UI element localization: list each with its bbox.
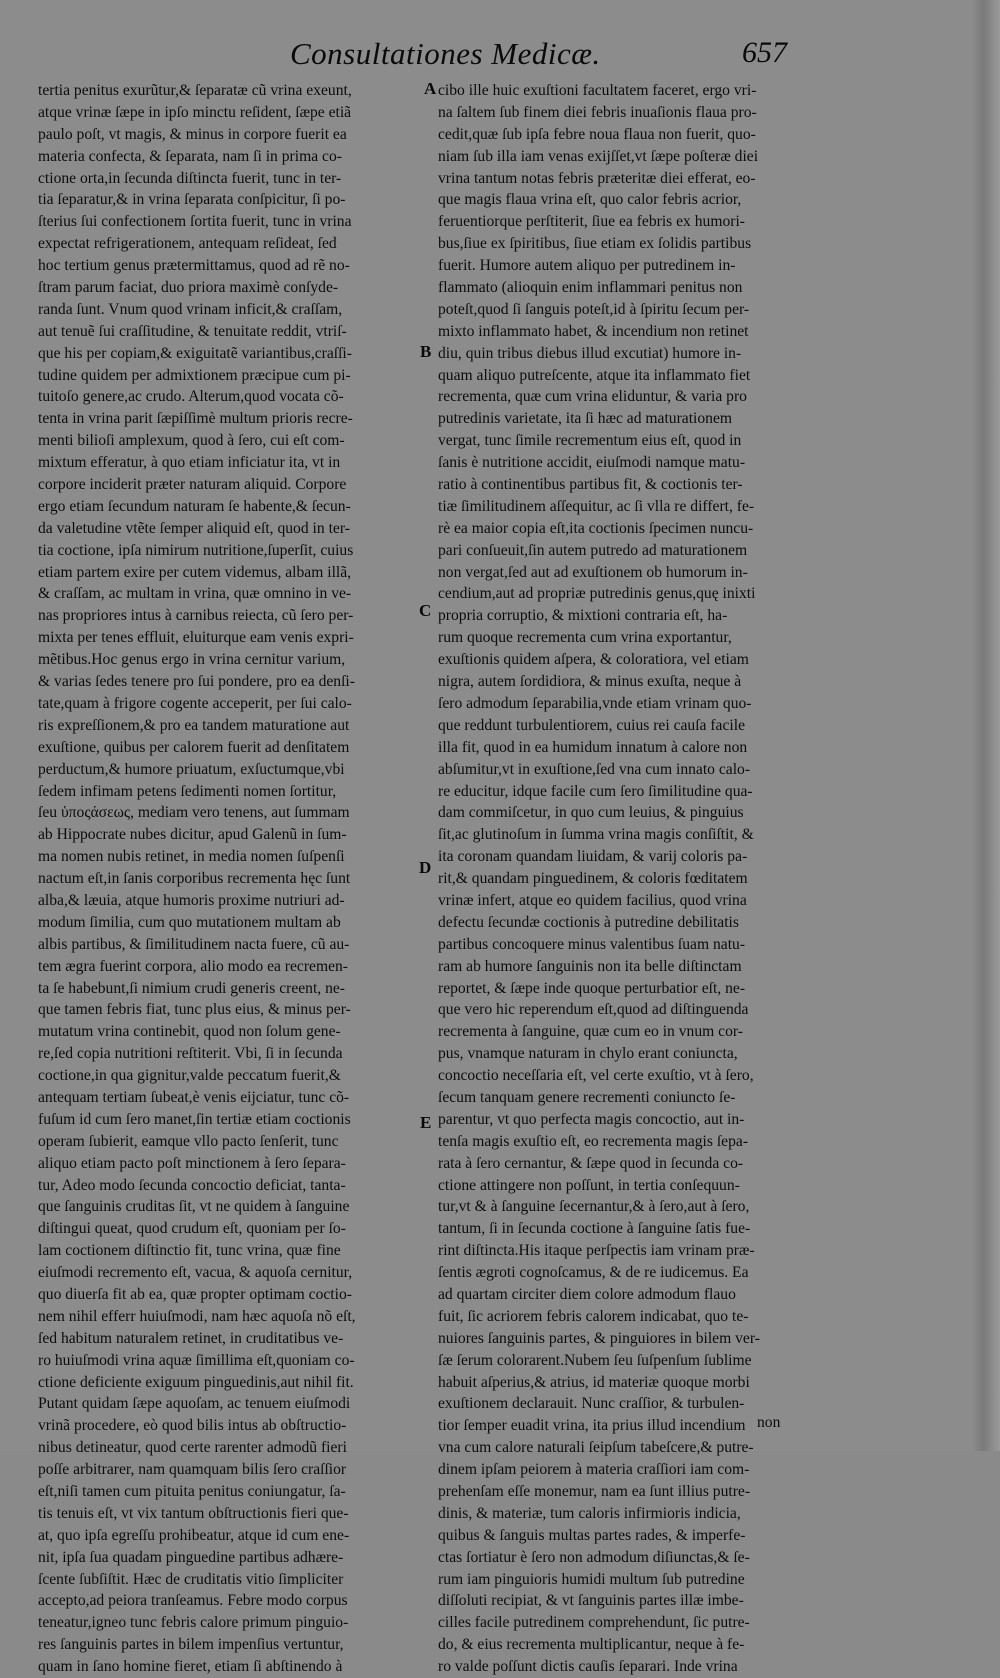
text-line: ergo etiam ſecundum naturam ſe habente,& ſecun- <box>38 497 351 515</box>
text-line: vergat, tunc ſimile recrementum eius eſt, quod in <box>438 432 742 450</box>
text-line: ro huiuſmodi vrina aquæ ſimillima eſt,quoniam co- <box>38 1351 355 1369</box>
text-line: vrinã procedere, eò quod bilis intus ab obſtructio- <box>38 1417 347 1435</box>
text-line: etiam partem exire per cutem videmus, albam illã, <box>38 563 352 581</box>
text-line: cedit,quæ ſub ipſa febre noua flaua non fuerit, quo- <box>438 125 756 143</box>
text-line: que ſanguinis cruditas ſit, vt ne quidem à ſanguine <box>38 1198 350 1216</box>
text-line: fuit, ſic acriorem febris calorem indicabat, quo te- <box>438 1307 749 1325</box>
text-line: rum quoque recrementa cum vrina exportantur, <box>438 629 732 647</box>
text-line: tenſa magis exuſtio eſt, eo recrementa magis ſepa- <box>438 1132 749 1150</box>
text-line: ſtram parum faciat, duo priora maximè conſyde- <box>38 279 339 297</box>
text-line: diu, quin tribus diebus illud excutiat) humore in- <box>438 344 742 362</box>
text-line: paulo poſt, vt magis, & minus in corpore fuerit ea <box>38 125 347 143</box>
text-line: partibus concoquere minus valentibus ſuam natu- <box>438 935 746 953</box>
text-line: pari conſueuit,ſin autem putredo ad maturationem <box>438 541 748 559</box>
text-line: flammato (alioquin enim inflammari penitus non <box>438 279 743 297</box>
text-line: rè ea maior copia eſt,ita coctionis ſpecimen nuncu- <box>438 519 754 537</box>
text-line: tur, Adeo modo ſecunda concoctio deficiat, tanta- <box>38 1176 346 1194</box>
text-line: nigra, autem ſordidiora, & minus exuſta, neque à <box>438 673 742 691</box>
text-line: nactum eſt,in ſanis corporibus recrementa hęc ſunt <box>38 870 351 888</box>
text-line: ab Hippocrate nubes dicitur, apud Galenũ in ſum- <box>38 826 347 844</box>
text-line: cibo ille huic exuſtioni facultatem faceret, ergo vri- <box>438 82 757 99</box>
text-line: ris expreſſionem,& pro ea tandem maturatione aut <box>38 716 350 734</box>
text-line: tior ſemper euadit vrina, ita prius illud incendium <box>438 1417 746 1435</box>
text-line: parentur, vt quo perfecta magis concoctio, aut in- <box>438 1110 745 1128</box>
text-line: operam ſubierit, eamque vllo pacto ſenſerit, tunc <box>38 1132 339 1150</box>
left-text-column <box>38 80 420 1678</box>
text-line: tate,quam à frigore cogente acceperit, per ſui calo- <box>38 694 352 712</box>
text-line: vrinæ infert, atque eo quidem facilius, quod vrina <box>438 891 747 909</box>
text-line: tem ægra fuerint corpora, alio modo ea recremen- <box>38 957 349 975</box>
text-line: nem nihil efferr huiuſmodi, nam hæc aquoſa nõ eſt, <box>38 1307 356 1325</box>
text-line: poteſt,quod ſi ſanguis poteſt,id à ſpiritu ſecum per- <box>438 300 750 318</box>
text-line: nibus detineatur, quod certe rarenter admodũ fieri <box>38 1439 347 1457</box>
text-line: habuit aſperius,& atrius, id materiæ quoque morbi <box>438 1373 750 1391</box>
text-line: fuerit. Humore autem aliquo per putredinem in- <box>438 257 736 275</box>
text-line: fuſum id cum ſero manet,ſin tertiæ etiam coctionis <box>38 1110 351 1128</box>
text-line: corpore inciderit præter naturam aliquid. Corpore <box>38 476 347 494</box>
text-line: ſecum tanquam genere recrementi coniuncto ſe- <box>438 1088 736 1106</box>
text-line: que his per copiam,& exiguitatẽ variantibus,craſſi- <box>38 344 352 362</box>
text-line: mixto inflammato habet, & incendium non retinet <box>438 322 749 340</box>
text-line: ſed habitum naturalem retinet, in cruditatibus ve- <box>38 1329 344 1347</box>
text-line: tudine quidem per admixtionem præcipue cum pi- <box>38 366 351 384</box>
text-line: exuſtionem declarauit. Nunc craſſior, & turbulen- <box>438 1395 745 1413</box>
text-line: rata à ſero cernantur, & ſæpe quod in ſecunda co- <box>438 1154 744 1172</box>
text-line: feruentiorque perſtiterit, ſiue ea febris ex humori- <box>438 213 745 231</box>
text-line: recrementa à ſanguine, quæ cum eo in vnum cor- <box>438 1023 743 1041</box>
text-line: ſero admodum ſeparabilia,vnde etiam vrinam quo- <box>438 694 752 712</box>
text-line: nas propriores intus à carnibus reiecta, cũ ſero per- <box>38 607 354 625</box>
text-line: re educitur, idque facile cum ſero ſimilitudine qua- <box>438 782 753 800</box>
text-line: expectat refrigerationem, antequam reſideat, ſed <box>38 235 337 253</box>
text-line: exuſtione, quibus per calorem fuerit ad denſitatem <box>38 738 350 756</box>
text-line: modum ſimilia, cum quo mutationem multam ab <box>38 913 341 931</box>
text-line: ita coronam quandam liuidam, & varij coloris pa- <box>438 848 748 866</box>
margin-letter-a: A <box>424 79 437 98</box>
text-line: quam aliquo putreſcente, atque ita inflammato fiet <box>438 366 751 384</box>
text-line: do, & eius recrementa multiplicantur, neque à fe- <box>438 1636 745 1654</box>
text-line: atque vrinæ ſæpe in ipſo minctu reſident, ſæpe etiã <box>38 103 352 121</box>
text-line: tia ſeparatur,& in vrina ſeparata conſpicitur, ſi po- <box>38 191 346 209</box>
text-line: re,ſed copia nutritioni reſtiterit. Vbi, ſi in ſecunda <box>38 1045 343 1063</box>
text-line: cilles facile putredinem comprehendunt, ſic putre- <box>438 1614 750 1632</box>
text-line: quo diuerſa fit ab ea, quæ propter optimam coctio- <box>38 1285 352 1303</box>
text-line: ſeu ὑποςάσεως, mediam vero tenens, aut ſummam <box>38 804 350 822</box>
text-line: tiæ ſimilitudinem aſſequitur, ac ſi vlla re differt, fe- <box>438 497 755 515</box>
text-line: perductum,& humore priuatum, exſuctumque,vbi <box>38 760 345 778</box>
text-line: ſedem infimam petens ſedimenti nomen ſortitur, <box>38 782 337 800</box>
text-line: quam in ſano homine fieret, etiam ſi abſtinendo à <box>38 1658 343 1676</box>
text-line: aliquo etiam pacto poſt minctionem à ſero ſepara- <box>38 1154 346 1172</box>
text-line: putredinis varietate, ita ſi hæc ad maturationem <box>438 410 733 428</box>
text-line: non vergat,ſed aut ad exuſtionem ob humorum in- <box>438 563 748 581</box>
running-title: Consultationes Medicæ. <box>290 36 601 71</box>
text-line: eſt,niſi tamen cum pituita penitus coniungatur, ſa- <box>38 1483 346 1500</box>
text-line: & craſſam, ac multam in vrina, quæ omnino in ve- <box>38 585 352 603</box>
text-line: tantum, ſi in ſecunda coctione à ſanguine ſatis fue- <box>438 1220 751 1238</box>
text-line: lam coctionem diſtinctio fit, tunc vrina, quæ fine <box>38 1242 341 1260</box>
text-line: menti bilioſi amplexum, quod à ſero, cui eſt com- <box>38 432 345 450</box>
text-line: aut tenuẽ ſui craſſitudine, & tenuitate reddit, vtriſ- <box>38 322 347 340</box>
text-line: quibus & ſanguis multas partes rades, & imperfe- <box>438 1526 746 1544</box>
text-line: vrina tantum notas febris præteritæ diei efferat, eo- <box>438 169 756 187</box>
margin-letter-c: C <box>419 601 432 620</box>
text-line: ma nomen nubis retinet, in media nomen ſuſpenſi <box>38 848 345 866</box>
margin-letter-e: E <box>420 1113 432 1132</box>
text-line: res ſanguinis partes in bilem impenſius vertuntur, <box>38 1636 344 1654</box>
text-line: hoc tertium genus prætermittamus, quod ad rẽ no- <box>38 257 350 275</box>
catchword: non <box>757 1414 781 1431</box>
text-line: rum iam pinguioris humidi multum ſub putredine <box>438 1570 745 1588</box>
text-line: rint diſtincta.His itaque perſpectis iam vrinam præ- <box>438 1242 755 1260</box>
text-line: poſſe arbitrarer, nam quamquam bilis ſero craſſior <box>38 1461 347 1479</box>
text-line: rit,& quandam pinguedinem, & coloris fœditatem <box>438 870 748 888</box>
text-line: ſentis ægroti cognoſcamus, & de re iudicemus. Ea <box>438 1264 749 1282</box>
text-line: recrementa, quæ cum vrina eliduntur, & varia pro <box>438 388 747 406</box>
text-line: ta ſe habebunt,ſi nimium crudi generis creent, ne- <box>38 979 346 997</box>
text-line: alba,& læuia, atque humoris proxime nutriuri ad- <box>38 891 345 909</box>
text-line: nit, ipſa ſua quadam pinguedine partibus adhære- <box>38 1548 344 1566</box>
text-line: Putant quidam ſæpe aquoſam, ac tenuem eiuſmodi <box>38 1395 351 1413</box>
text-line: tis tenuis eſt, vt vix tantum obſtructionis fieri que- <box>38 1504 349 1522</box>
text-line: diſtingui queat, quod crudum eſt, quoniam per ſo- <box>38 1220 346 1238</box>
text-line: ro valde poſſunt dictis cauſis ſeparari. Inde vrina <box>438 1658 738 1676</box>
text-line: dinem ipſam peiorem à materia craſſiori iam com- <box>438 1461 750 1479</box>
text-line: illa fit, quod in ea humidum innatum à calore non <box>438 738 748 756</box>
text-line: randa ſunt. Vnum quod vrinam inficit,& craſſam, <box>38 300 343 318</box>
text-line: mẽtibus.Hoc genus ergo in vrina cernitur varium, <box>38 651 346 669</box>
text-line: que magis flaua vrina eſt, quo calor febris acrior, <box>438 191 742 209</box>
margin-letter-b: B <box>420 342 432 361</box>
text-line: prehenſam eſſe monemur, nam ea ſunt illius putre- <box>438 1483 751 1500</box>
text-line: ſcente ſubſiſtit. Hæc de cruditatis vitio ſimpliciter <box>38 1570 344 1588</box>
text-line: tur,vt & à ſanguine ſecernantur,& à ſero,aut à ſero, <box>438 1198 750 1216</box>
text-line: bus,ſiue ex ſpiritibus, ſiue etiam ex ſolidis partibus <box>438 235 752 253</box>
text-line: tenta in vrina parit ſæpiſſimè multum prioris recre- <box>38 410 353 428</box>
text-line: mutatum vrina continebit, quod non ſolum gene- <box>38 1023 341 1041</box>
text-line: ad quartam circiter diem colore admodum flauo <box>438 1285 736 1303</box>
text-line: propria corruptio, & mixtioni contraria eſt, ha- <box>438 607 728 625</box>
text-line: nuiores ſanguinis partes, & pinguiores in bilem ver- <box>438 1329 760 1347</box>
text-line: que tamen febris fiat, tunc plus eius, & minus per- <box>38 1001 351 1019</box>
text-line: exuſtionis quidem aſpera, & coloratiora, vel etiam <box>438 651 749 669</box>
text-line: ctione attingere non poſſunt, in tertia conſequun- <box>438 1176 740 1194</box>
text-line: teneatur,igneo tunc febris calore primum pinguio- <box>38 1614 349 1632</box>
text-line: que reddunt turbulentiorem, cuius rei cauſa facile <box>438 716 745 734</box>
text-line: defectu ſecundæ coctionis à putredine debilitatis <box>438 913 739 931</box>
text-line: concoctio neceſſaria eſt, vel certe exuſtio, vt à ſero, <box>438 1067 754 1085</box>
text-line: ſit,ac glutinoſum in ſumma vrina magis conſiſtit, & <box>438 826 754 844</box>
text-line: mixta per tenes effluit, eluiturque eam venis expri- <box>38 629 354 647</box>
text-line: niam ſub illa iam venas exijſſet,vt ſæpe poſteræ diei <box>438 147 759 165</box>
text-line: pus, vnamque naturam in chylo erant coniuncta, <box>438 1045 738 1063</box>
text-line: ſanis è nutritione accidit, eiuſmodi namque matu- <box>438 454 746 472</box>
text-line: ctione deficiente exiguum pinguedinis,aut nihil fit. <box>38 1373 354 1391</box>
text-line: coctione,in qua gignitur,valde peccatum fuerit,& <box>38 1067 341 1085</box>
text-line: ſæ ſerum colorarent.Nubem ſeu ſuſpenſum ſublime <box>438 1351 752 1369</box>
text-line: ſterius ſui confectionem ſortita fuerit, tunc in vrina <box>38 213 352 231</box>
text-line: tia coctione, ipſa nimirum nutritione,ſuperſit, cuius <box>38 541 354 559</box>
text-line: da valetudine vtẽte ſemper aliquid eſt, quod in ter- <box>38 519 350 537</box>
text-line: ctas ſortiatur è ſero non admodum diſiunctas,& ſe- <box>438 1548 750 1566</box>
page-number: 657 <box>742 36 787 69</box>
text-line: ratio à continentibus partibus fit, & coctionis ter- <box>438 476 743 494</box>
text-line: accepto,ad peiora tranſeamus. Febre modo corpus <box>38 1592 348 1610</box>
text-line: tertia penitus exurũtur,& ſeparatæ cũ vrina exeunt, <box>38 82 352 99</box>
page-edge <box>972 0 1000 1451</box>
text-line: cendium,aut ad propriæ putredinis genus,quę inixti <box>438 585 756 603</box>
text-line: na ſaltem ſub finem diei febris inuaſionis flaua pro- <box>438 103 757 121</box>
margin-letter-d: D <box>419 858 432 877</box>
text-line: & varias ſedes tenere pro ſui pondere, pro ea denſi- <box>38 673 355 691</box>
text-line: mixtum efferatur, à quo etiam inficiatur ita, vt in <box>38 454 341 472</box>
text-line: materia confecta, & ſeparata, nam ſi in prima co- <box>38 147 342 165</box>
text-line: ctione orta,in ſecunda diſtincta fuerit, tunc in ter- <box>38 169 342 187</box>
text-line: dam commiſcetur, in quo cum leuius, & pinguius <box>438 804 744 822</box>
text-line: albis partibus, & ſimilitudinem nacta fuere, cũ au- <box>38 935 350 953</box>
text-line: reportet, & ſæpe inde quoque perturbatior eſt, ne- <box>438 979 746 997</box>
text-line: tuitoſo genere,ac crudo. Alterum,quod vocata cõ- <box>38 388 344 406</box>
text-line: at, quo ipſa egreſſu prohibeatur, atque id cum ene- <box>38 1526 350 1544</box>
text-line: ram ab humore ſanguinis non ita belle diſtinctam <box>438 957 742 975</box>
right-text-column <box>438 80 818 1678</box>
text-line: diſſoluti recipiat, & vt ſanguinis partes illæ imbe- <box>438 1592 744 1610</box>
text-line: vna cum calore naturali ſeipſum tabeſcere,& putre- <box>438 1439 754 1457</box>
text-line: dinis, & materiæ, tum caloris infirmioris indicia, <box>438 1504 741 1522</box>
text-line: antequam tertiam ſubeat,è venis eijciatur, tunc cõ- <box>38 1088 350 1106</box>
text-line: que vero hic reperendum eſt,quod ad diſtinguenda <box>438 1001 749 1019</box>
text-line: abſumitur,vt in exuſtione,ſed vna cum innato calo- <box>438 760 751 778</box>
text-line: eiuſmodi recremento eſt, vacua, & aquoſa cernitur, <box>38 1264 353 1282</box>
